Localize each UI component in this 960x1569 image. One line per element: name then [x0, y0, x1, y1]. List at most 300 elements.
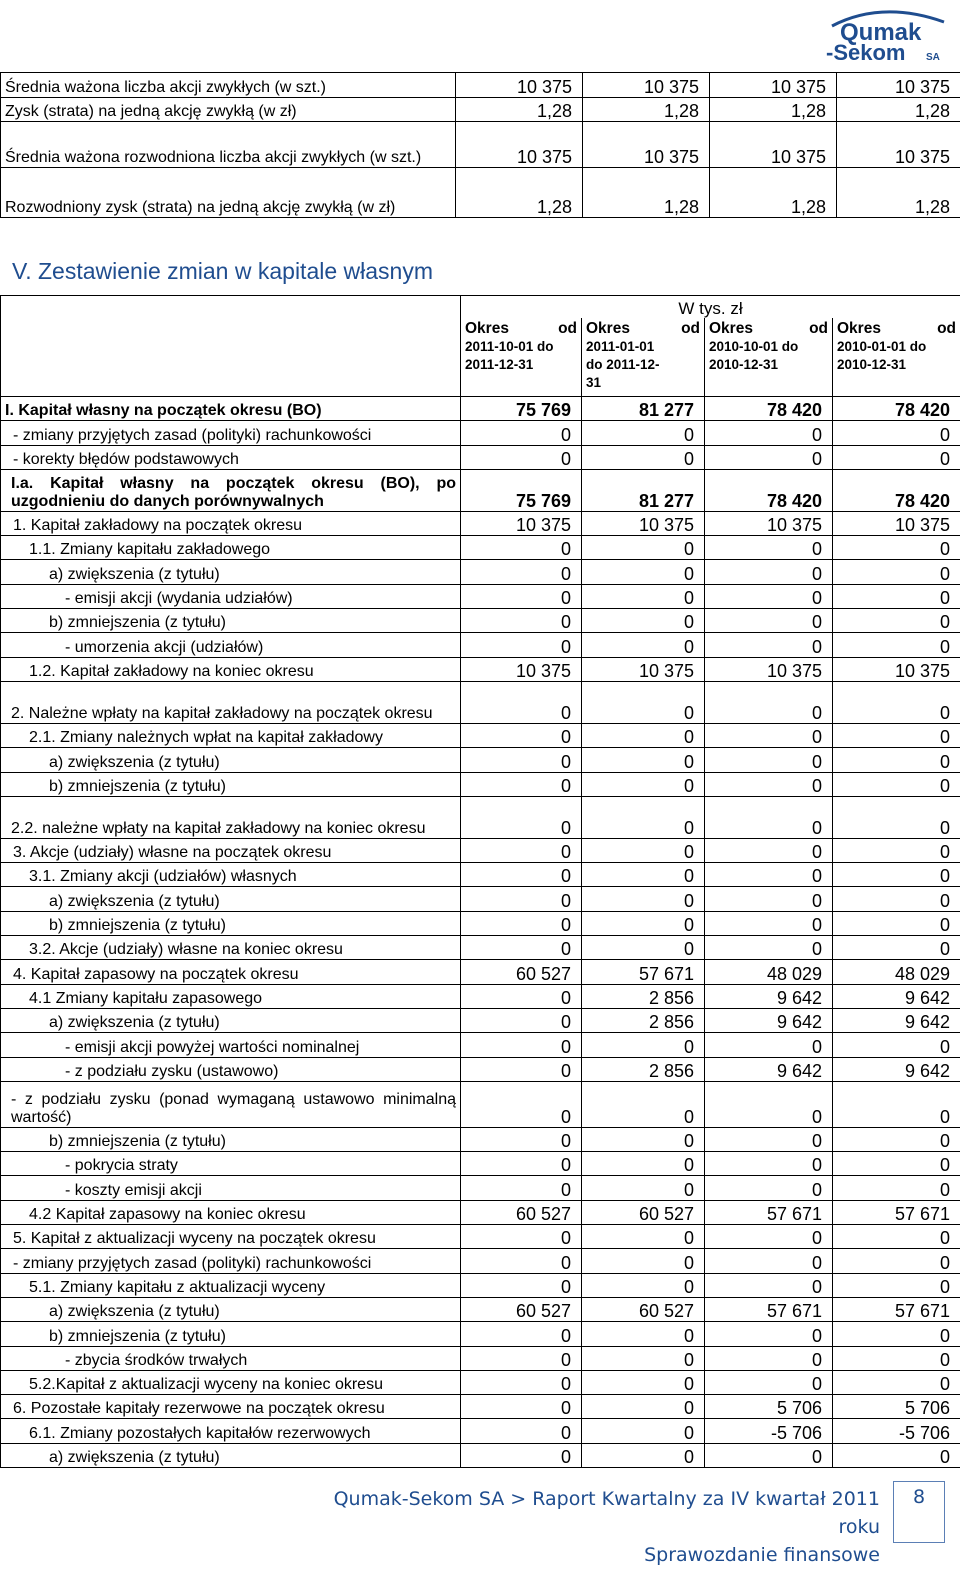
page-number: 8	[893, 1481, 945, 1543]
equity-value: 0	[461, 863, 582, 887]
equity-value: 0	[461, 1152, 582, 1176]
eps-value: 1,28	[837, 98, 960, 122]
equity-value: 57 671	[582, 960, 705, 984]
equity-value: 0	[705, 796, 833, 838]
equity-value: 60 527	[582, 1200, 705, 1224]
equity-value: 0	[705, 863, 833, 887]
equity-value: 0	[582, 1395, 705, 1419]
logo-line1: Qumak	[840, 19, 922, 46]
equity-row	[1, 1152, 960, 1176]
equity-row-label: 1.2. Kapitał zakładowy na koniec okresu	[1, 657, 461, 681]
eps-value: 10 375	[583, 122, 710, 168]
equity-value: 10 375	[833, 657, 960, 681]
equity-value: 48 029	[833, 960, 960, 984]
equity-value: 0	[833, 1443, 960, 1467]
equity-row-label: 2. Należne wpłaty na kapitał zakładowy na początek okresu	[1, 681, 461, 723]
equity-value: 5 706	[705, 1395, 833, 1419]
equity-value: 75 769	[461, 469, 582, 511]
equity-row-label: 3.1. Zmiany akcji (udziałów) własnych	[1, 863, 461, 887]
equity-value: 0	[461, 772, 582, 796]
equity-value: 78 420	[833, 397, 960, 421]
equity-value: 0	[461, 584, 582, 608]
equity-row	[1, 960, 960, 984]
logo-line2: -Sekom	[826, 40, 905, 62]
equity-row	[1, 397, 960, 421]
equity-row	[1, 838, 960, 862]
equity-value: 0	[461, 887, 582, 911]
equity-value: 0	[461, 838, 582, 862]
equity-row	[1, 1057, 960, 1081]
equity-value: 0	[705, 560, 833, 584]
period-header-od: od	[558, 320, 577, 338]
equity-value: 0	[582, 560, 705, 584]
equity-value: 0	[705, 536, 833, 560]
equity-value: 2 856	[582, 984, 705, 1008]
equity-value: 0	[833, 911, 960, 935]
equity-value: 0	[833, 723, 960, 747]
equity-value: 9 642	[833, 984, 960, 1008]
equity-value: 75 769	[461, 397, 582, 421]
period-header-od: od	[681, 320, 700, 338]
eps-row-label: Średnia ważona liczba akcji zwykłych (w szt.)	[1, 73, 456, 98]
equity-row	[1, 863, 960, 887]
equity-row-label: a) zwiększenia (z tytułu)	[1, 748, 461, 772]
equity-value: 0	[582, 1225, 705, 1249]
equity-value: 0	[582, 936, 705, 960]
equity-value: 0	[705, 1225, 833, 1249]
equity-value: 0	[705, 911, 833, 935]
period-header	[582, 318, 705, 397]
equity-value: 0	[833, 421, 960, 445]
equity-value: 0	[705, 1127, 833, 1151]
equity-row	[1, 1395, 960, 1419]
equity-value: 0	[833, 1249, 960, 1273]
equity-value: 9 642	[705, 1008, 833, 1032]
equity-value: 0	[461, 796, 582, 838]
equity-row	[1, 984, 960, 1008]
equity-value: 0	[705, 1370, 833, 1394]
equity-value: 0	[833, 584, 960, 608]
equity-row-label: - z podziału zysku (ustawowo)	[1, 1057, 461, 1081]
equity-value: 0	[582, 1370, 705, 1394]
equity-value: 0	[833, 1033, 960, 1057]
equity-value: 0	[461, 984, 582, 1008]
equity-row	[1, 1225, 960, 1249]
equity-value: 0	[705, 1081, 833, 1127]
equity-value: 0	[833, 1225, 960, 1249]
equity-value: 0	[833, 609, 960, 633]
equity-row	[1, 887, 960, 911]
equity-value: 0	[461, 1081, 582, 1127]
equity-value: 0	[461, 1395, 582, 1419]
equity-value: 0	[461, 723, 582, 747]
equity-row-label: - emisji akcji (wydania udziałów)	[1, 584, 461, 608]
period-header-date: 2011-10-01 do	[465, 338, 577, 356]
equity-value: 0	[461, 1033, 582, 1057]
equity-value: 0	[705, 1273, 833, 1297]
equity-value: 0	[582, 609, 705, 633]
equity-value: 0	[705, 1322, 833, 1346]
equity-value: 0	[582, 1443, 705, 1467]
equity-value: 60 527	[461, 1297, 582, 1321]
equity-value: 9 642	[705, 1057, 833, 1081]
equity-value: 0	[705, 1249, 833, 1273]
equity-value: 0	[461, 1127, 582, 1151]
equity-value: 0	[833, 772, 960, 796]
equity-row	[1, 748, 960, 772]
equity-value: 0	[705, 1443, 833, 1467]
equity-row-label: - umorzenia akcji (udziałów)	[1, 633, 461, 657]
equity-value: 0	[461, 1419, 582, 1443]
eps-value: 10 375	[837, 73, 960, 98]
equity-row	[1, 1419, 960, 1443]
equity-row-label: b) zmniejszenia (z tytułu)	[1, 911, 461, 935]
eps-value: 1,28	[837, 168, 960, 218]
equity-value: 0	[582, 838, 705, 862]
period-header-date: 31	[586, 374, 700, 392]
equity-row	[1, 1008, 960, 1032]
equity-value: 0	[582, 772, 705, 796]
equity-value: 0	[582, 421, 705, 445]
equity-value: 0	[705, 936, 833, 960]
equity-value: 10 375	[582, 511, 705, 535]
equity-row	[1, 936, 960, 960]
equity-value: -5 706	[833, 1419, 960, 1443]
equity-value: 0	[833, 863, 960, 887]
period-header-okres: Okres	[586, 320, 630, 338]
equity-value: 0	[582, 911, 705, 935]
equity-row	[1, 633, 960, 657]
equity-value: 0	[833, 838, 960, 862]
equity-value: 57 671	[833, 1200, 960, 1224]
eps-row	[1, 168, 960, 218]
equity-value: 0	[833, 1081, 960, 1127]
equity-value: 10 375	[461, 657, 582, 681]
equity-value: 0	[705, 681, 833, 723]
equity-value: 0	[833, 1127, 960, 1151]
equity-row-label: 2.1. Zmiany należnych wpłat na kapitał zakładowy	[1, 723, 461, 747]
equity-value: 0	[705, 609, 833, 633]
equity-value: 0	[582, 681, 705, 723]
equity-value: 0	[582, 1127, 705, 1151]
equity-row-label: 2.2. należne wpłaty na kapitał zakładowy na koniec okresu	[1, 796, 461, 838]
equity-row-label: 6. Pozostałe kapitały rezerwowe na początek okresu	[1, 1395, 461, 1419]
eps-row	[1, 98, 960, 122]
eps-value: 10 375	[710, 122, 837, 168]
equity-value: 0	[833, 748, 960, 772]
equity-value: 81 277	[582, 469, 705, 511]
equity-value: 0	[833, 887, 960, 911]
equity-value: 81 277	[582, 397, 705, 421]
equity-row-label: I.a. Kapitał własny na początek okresu (BO), po uzgodnieniu do danych porównywalnych	[1, 469, 461, 511]
footer-report-title: Qumak-Sekom SA > Raport Kwartalny za IV kwartał 2011 roku	[300, 1485, 880, 1541]
equity-row	[1, 1322, 960, 1346]
equity-value: 10 375	[705, 511, 833, 535]
equity-row	[1, 1127, 960, 1151]
equity-value: 0	[461, 1057, 582, 1081]
equity-value: 0	[461, 1443, 582, 1467]
equity-value: 0	[461, 1176, 582, 1200]
equity-value: 2 856	[582, 1057, 705, 1081]
equity-row	[1, 911, 960, 935]
equity-value: 0	[582, 445, 705, 469]
eps-row-label: Średnia ważona rozwodniona liczba akcji zwykłych (w szt.)	[1, 122, 456, 168]
equity-row	[1, 1370, 960, 1394]
equity-value: 0	[833, 633, 960, 657]
equity-value: 10 375	[833, 511, 960, 535]
equity-row	[1, 1443, 960, 1467]
equity-row-label: - emisji akcji powyżej wartości nominalnej	[1, 1033, 461, 1057]
equity-value: 57 671	[833, 1297, 960, 1321]
equity-row	[1, 1273, 960, 1297]
equity-row-label: 1.1. Zmiany kapitału zakładowego	[1, 536, 461, 560]
eps-value: 10 375	[583, 73, 710, 98]
equity-value: 0	[461, 1370, 582, 1394]
equity-value: 2 856	[582, 1008, 705, 1032]
eps-value: 1,28	[710, 98, 837, 122]
equity-value: 0	[833, 1370, 960, 1394]
period-header-date: do 2011-12-	[586, 356, 700, 374]
equity-row-label: 1. Kapitał zakładowy na początek okresu	[1, 511, 461, 535]
equity-value: 0	[582, 1033, 705, 1057]
period-header-date: 2010-01-01 do	[837, 338, 956, 356]
equity-row-label: 4.1 Zmiany kapitału zapasowego	[1, 984, 461, 1008]
equity-row	[1, 445, 960, 469]
equity-value: 0	[582, 796, 705, 838]
equity-row-label: - zmiany przyjętych zasad (polityki) rachunkowości	[1, 1249, 461, 1273]
equity-row	[1, 1081, 960, 1127]
eps-value: 10 375	[710, 73, 837, 98]
equity-value: 0	[705, 1152, 833, 1176]
period-header	[461, 318, 582, 397]
equity-value: 0	[705, 1346, 833, 1370]
period-header-date: 2010-12-31	[837, 356, 956, 374]
equity-value: 0	[833, 1273, 960, 1297]
equity-value: 0	[461, 1225, 582, 1249]
equity-value: 0	[582, 1249, 705, 1273]
equity-value: 0	[705, 421, 833, 445]
period-header	[833, 318, 960, 397]
equity-row-label: 5.2.Kapitał z aktualizacji wyceny na koniec okresu	[1, 1370, 461, 1394]
equity-value: 0	[833, 1176, 960, 1200]
equity-value: 0	[461, 445, 582, 469]
equity-value: 0	[582, 584, 705, 608]
equity-row-label: - korekty błędów podstawowych	[1, 445, 461, 469]
equity-value: 0	[582, 723, 705, 747]
period-header-okres: Okres	[837, 320, 881, 338]
equity-value: 0	[582, 633, 705, 657]
equity-value: 78 420	[833, 469, 960, 511]
equity-value: 0	[833, 1346, 960, 1370]
eps-value: 10 375	[456, 73, 583, 98]
equity-value: 0	[461, 748, 582, 772]
equity-value: 0	[833, 796, 960, 838]
equity-value: 0	[461, 936, 582, 960]
equity-value: 0	[461, 633, 582, 657]
equity-row-label: - zbycia środków trwałych	[1, 1346, 461, 1370]
equity-value: 57 671	[705, 1297, 833, 1321]
equity-row	[1, 1346, 960, 1370]
company-logo	[822, 6, 954, 62]
equity-value: 0	[833, 681, 960, 723]
equity-row	[1, 560, 960, 584]
equity-row-label: 4.2 Kapitał zapasowy na koniec okresu	[1, 1200, 461, 1224]
equity-value: 10 375	[461, 511, 582, 535]
equity-row-label: b) zmniejszenia (z tytułu)	[1, 1127, 461, 1151]
equity-value: 0	[461, 911, 582, 935]
equity-value: 0	[461, 1346, 582, 1370]
equity-row	[1, 609, 960, 633]
period-header-date: 2010-10-01 do	[709, 338, 828, 356]
equity-row-label: - pokrycia straty	[1, 1152, 461, 1176]
equity-value: 0	[582, 748, 705, 772]
equity-changes-table	[0, 295, 960, 1468]
equity-value: 9 642	[705, 984, 833, 1008]
equity-value: 78 420	[705, 397, 833, 421]
equity-value: 0	[582, 863, 705, 887]
equity-row	[1, 1249, 960, 1273]
equity-value: 48 029	[705, 960, 833, 984]
unit-label: W tys. zł	[461, 296, 960, 319]
equity-value: 0	[582, 536, 705, 560]
equity-row	[1, 511, 960, 535]
equity-row	[1, 469, 960, 511]
equity-value: 9 642	[833, 1008, 960, 1032]
eps-value: 1,28	[710, 168, 837, 218]
equity-value: 60 527	[582, 1297, 705, 1321]
eps-value: 1,28	[456, 168, 583, 218]
eps-row-label: Zysk (strata) na jedną akcję zwykłą (w zł)	[1, 98, 456, 122]
period-header	[705, 318, 833, 397]
equity-row-label: a) zwiększenia (z tytułu)	[1, 1443, 461, 1467]
equity-row-label: 3.2. Akcje (udziały) własne na koniec okresu	[1, 936, 461, 960]
equity-row	[1, 1033, 960, 1057]
equity-row-label: b) zmniejszenia (z tytułu)	[1, 1322, 461, 1346]
equity-value: 0	[582, 1346, 705, 1370]
equity-row	[1, 772, 960, 796]
equity-row	[1, 536, 960, 560]
equity-value: 0	[705, 633, 833, 657]
equity-row-label: - z podziału zysku (ponad wymaganą ustawowo minimalną wartość)	[1, 1081, 461, 1127]
section-title: V. Zestawienie zmian w kapitale własnym	[12, 258, 433, 285]
equity-row-label: a) zwiększenia (z tytułu)	[1, 560, 461, 584]
equity-value: 0	[833, 1322, 960, 1346]
equity-value: 0	[833, 936, 960, 960]
logo-suffix: SA	[926, 52, 940, 62]
equity-value: 0	[461, 421, 582, 445]
equity-value: 0	[582, 1152, 705, 1176]
equity-value: 0	[705, 584, 833, 608]
equity-value: 0	[705, 887, 833, 911]
equity-value: 0	[461, 681, 582, 723]
equity-row	[1, 657, 960, 681]
period-header-date: 2011-01-01	[586, 338, 700, 356]
equity-value: 0	[705, 723, 833, 747]
eps-table	[0, 72, 960, 218]
equity-value: 10 375	[582, 657, 705, 681]
equity-value: 0	[705, 1033, 833, 1057]
equity-row	[1, 796, 960, 838]
equity-row	[1, 1297, 960, 1321]
equity-value: 9 642	[833, 1057, 960, 1081]
period-header-od: od	[937, 320, 956, 338]
equity-value: 0	[705, 748, 833, 772]
equity-row	[1, 681, 960, 723]
eps-value: 1,28	[583, 98, 710, 122]
equity-row	[1, 421, 960, 445]
equity-value: 0	[461, 1322, 582, 1346]
equity-value: 0	[461, 609, 582, 633]
equity-row-label: b) zmniejszenia (z tytułu)	[1, 772, 461, 796]
eps-row	[1, 122, 960, 168]
period-header-date: 2011-12-31	[465, 356, 577, 374]
equity-value: 0	[582, 1273, 705, 1297]
equity-value: 60 527	[461, 960, 582, 984]
equity-row-label: a) zwiększenia (z tytułu)	[1, 887, 461, 911]
period-header-okres: Okres	[465, 320, 509, 338]
eps-value: 1,28	[456, 98, 583, 122]
equity-value: 60 527	[461, 1200, 582, 1224]
equity-value: 0	[705, 772, 833, 796]
equity-value: 0	[582, 1081, 705, 1127]
equity-value: 0	[582, 1176, 705, 1200]
equity-value: 0	[833, 536, 960, 560]
eps-value: 1,28	[583, 168, 710, 218]
equity-value: 10 375	[705, 657, 833, 681]
period-header-od: od	[809, 320, 828, 338]
eps-value: 10 375	[456, 122, 583, 168]
equity-row-label: 5. Kapitał z aktualizacji wyceny na początek okresu	[1, 1225, 461, 1249]
equity-value: 0	[833, 1152, 960, 1176]
equity-row	[1, 1200, 960, 1224]
equity-value: -5 706	[705, 1419, 833, 1443]
eps-row-label: Rozwodniony zysk (strata) na jedną akcję zwykłą (w zł)	[1, 168, 456, 218]
equity-row-label: 3. Akcje (udziały) własne na początek okresu	[1, 838, 461, 862]
equity-value: 78 420	[705, 469, 833, 511]
equity-value: 0	[461, 1249, 582, 1273]
equity-value: 0	[705, 838, 833, 862]
equity-value: 0	[582, 887, 705, 911]
header-blank-cell	[1, 296, 461, 397]
equity-value: 0	[833, 560, 960, 584]
equity-value: 57 671	[705, 1200, 833, 1224]
equity-value: 0	[461, 1008, 582, 1032]
footer-subtitle: Sprawozdanie finansowe	[300, 1541, 880, 1569]
page-footer	[300, 1485, 880, 1569]
equity-row-label: 6.1. Zmiany pozostałych kapitałów rezerwowych	[1, 1419, 461, 1443]
equity-row-label: - zmiany przyjętych zasad (polityki) rachunkowości	[1, 421, 461, 445]
equity-row-label: 4. Kapitał zapasowy na początek okresu	[1, 960, 461, 984]
equity-value: 0	[461, 1273, 582, 1297]
eps-value: 10 375	[837, 122, 960, 168]
equity-row-label: a) zwiększenia (z tytułu)	[1, 1008, 461, 1032]
equity-value: 0	[705, 1176, 833, 1200]
equity-value: 5 706	[833, 1395, 960, 1419]
equity-row	[1, 723, 960, 747]
equity-row-label: - koszty emisji akcji	[1, 1176, 461, 1200]
period-header-date: 2010-12-31	[709, 356, 828, 374]
eps-row	[1, 73, 960, 98]
period-header-okres: Okres	[709, 320, 753, 338]
equity-row-label: 5.1. Zmiany kapitału z aktualizacji wyceny	[1, 1273, 461, 1297]
equity-value: 0	[582, 1419, 705, 1443]
equity-row	[1, 1176, 960, 1200]
equity-value: 0	[705, 445, 833, 469]
equity-value: 0	[461, 536, 582, 560]
equity-row-label: b) zmniejszenia (z tytułu)	[1, 609, 461, 633]
equity-row-label: I. Kapitał własny na początek okresu (BO)	[1, 397, 461, 421]
equity-row-label: a) zwiększenia (z tytułu)	[1, 1297, 461, 1321]
